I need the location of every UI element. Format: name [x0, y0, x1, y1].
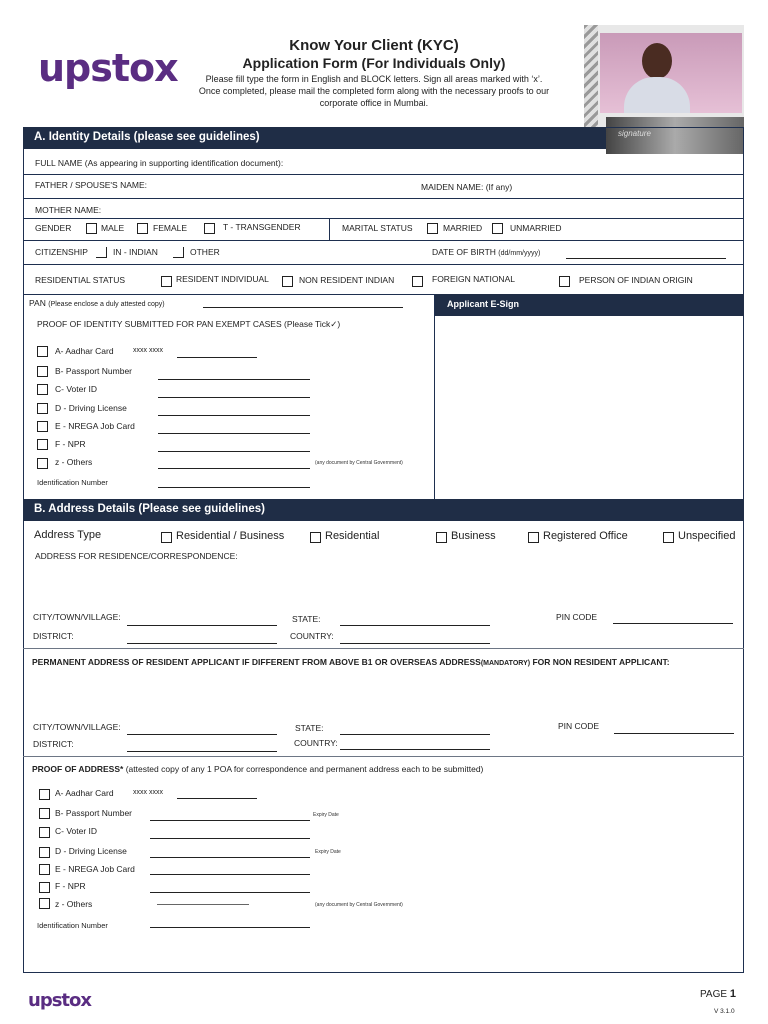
state-input[interactable]: [340, 625, 490, 626]
marital-unmarried-checkbox[interactable]: [492, 223, 503, 234]
id-proof-driving-label: D - Driving License: [55, 403, 127, 413]
permanent-address-label: PERMANENT ADDRESS OF RESIDENT APPLICANT IF DIFFERENT FROM ABOVE B1 OR OVERSEAS ADDRESS(MANDATORY) FOR NON RESIDENT APPLICANT:: [32, 657, 670, 667]
marital-married-label: MARRIED: [443, 223, 483, 233]
proof-identity-label: PROOF OF IDENTITY SUBMITTED FOR PAN EXEMPT CASES (Please Tick✓): [37, 319, 341, 329]
father-name-label: FATHER / SPOUSE'S NAME:: [35, 180, 147, 190]
id-proof-passport-input[interactable]: [158, 379, 310, 380]
dob-input[interactable]: [566, 258, 726, 259]
row-divider: [23, 218, 744, 219]
non-resident-indian-label: NON RESIDENT INDIAN: [299, 275, 395, 285]
city-input[interactable]: [127, 625, 277, 626]
id-proof-aadhar-input[interactable]: [177, 357, 257, 358]
id-proof-others-checkbox[interactable]: [37, 458, 48, 469]
row-divider: [23, 756, 744, 757]
marital-married-checkbox[interactable]: [427, 223, 438, 234]
address-type-residential-checkbox[interactable]: [310, 532, 321, 543]
address-proof-npr-input[interactable]: [150, 892, 310, 893]
form-subtitle: Application Form (For Individuals Only): [242, 55, 506, 71]
id-proof-driving-input[interactable]: [158, 415, 310, 416]
resident-individual-label: RESIDENT INDIVIDUAL: [176, 274, 269, 284]
marital-status-label: MARITAL STATUS: [342, 223, 413, 233]
country-label: COUNTRY:: [290, 631, 334, 641]
row-divider: [23, 648, 744, 649]
address-proof-others-note: (any document by Central Government): [315, 902, 403, 908]
permanent-state-label: STATE:: [295, 723, 324, 733]
address-proof-driving-input[interactable]: [150, 857, 310, 858]
id-proof-passport-label: B- Passport Number: [55, 366, 132, 376]
gender-transgender-checkbox[interactable]: [204, 223, 215, 234]
gender-transgender-label: T - TRANSGENDER: [223, 222, 301, 232]
proof-of-address-label: PROOF OF ADDRESS* (attested copy of any 1 POA for correspondence and permanent address each to be submitted): [32, 764, 484, 774]
address-proof-npr-checkbox[interactable]: [39, 882, 50, 893]
id-proof-voter-checkbox[interactable]: [37, 384, 48, 395]
id-number-label: Identification Number: [37, 478, 108, 487]
id-proof-npr-input[interactable]: [158, 451, 310, 452]
maiden-name-label: MAIDEN NAME: (If any): [421, 182, 513, 192]
resident-individual-checkbox[interactable]: [161, 276, 172, 287]
address-proof-others-input[interactable]: [157, 904, 249, 905]
id-proof-others-label: z - Others: [55, 457, 93, 467]
foreign-national-label: FOREIGN NATIONAL: [432, 274, 515, 284]
address-proof-nrega-label: E - NREGA Job Card: [55, 864, 135, 874]
permanent-city-label: CITY/TOWN/VILLAGE:: [33, 722, 121, 732]
id-proof-nrega-input[interactable]: [158, 433, 310, 434]
city-label: CITY/TOWN/VILLAGE:: [33, 612, 121, 622]
id-proof-others-note: (any document by Central Government): [315, 460, 403, 466]
id-proof-aadhar-label: A- Aadhar Card: [55, 346, 114, 356]
address-type-registered-office-label: Registered Office: [543, 530, 628, 542]
id-proof-passport-checkbox[interactable]: [37, 366, 48, 377]
country-input[interactable]: [340, 643, 490, 644]
gender-female-checkbox[interactable]: [137, 223, 148, 234]
address-proof-npr-label: F - NPR: [55, 881, 86, 891]
section-b-title: B. Address Details (Please see guidelines): [34, 503, 265, 515]
permanent-district-input[interactable]: [127, 751, 277, 752]
id-proof-aadhar-value: xxxx xxxx: [133, 347, 163, 354]
address-proof-aadhar-checkbox[interactable]: [39, 789, 50, 800]
citizenship-other-checkbox[interactable]: [173, 247, 184, 258]
address-id-number-input[interactable]: [150, 927, 310, 928]
id-proof-nrega-checkbox[interactable]: [37, 421, 48, 432]
marital-unmarried-label: UNMARRIED: [510, 223, 562, 233]
row-divider: [23, 198, 744, 199]
address-type-business-checkbox[interactable]: [436, 532, 447, 543]
esign-title: Applicant E-Sign: [447, 299, 519, 309]
id-proof-aadhar-checkbox[interactable]: [37, 346, 48, 357]
dob-label: DATE OF BIRTH (dd/mm/yyyy): [432, 247, 541, 257]
district-label: DISTRICT:: [33, 631, 74, 641]
address-proof-voter-checkbox[interactable]: [39, 827, 50, 838]
section-a-title: A. Identity Details (please see guidelines): [34, 131, 260, 143]
row-divider: [23, 240, 744, 241]
permanent-state-input[interactable]: [340, 734, 490, 735]
photo-strip: [584, 25, 598, 127]
non-resident-indian-checkbox[interactable]: [282, 276, 293, 287]
form-instructions: Please fill type the form in English and BLOCK letters. Sign all areas marked with ‘x’. Once completed, please mail the completed form along with the necessary proofs to our corporate office in Mumbai.: [198, 74, 550, 108]
state-label: STATE:: [292, 614, 321, 624]
esign-header: [435, 294, 744, 316]
address-proof-passport-checkbox[interactable]: [39, 808, 50, 819]
address-proof-aadhar-input[interactable]: [177, 798, 257, 799]
citizenship-indian-label: IN - INDIAN: [113, 247, 158, 257]
passport-expiry-label: Expiry Date: [313, 812, 339, 818]
address-type-label: Address Type: [34, 529, 102, 541]
esign-area[interactable]: [436, 317, 743, 499]
section-b-header: [23, 499, 744, 521]
address-type-unspecified-checkbox[interactable]: [663, 532, 674, 543]
address-proof-aadhar-label: A- Aadhar Card: [55, 788, 114, 798]
address-proof-others-checkbox[interactable]: [39, 898, 50, 909]
applicant-photo: [600, 33, 742, 113]
gender-label: GENDER: [35, 223, 72, 233]
applicant-signature: signature: [606, 117, 744, 154]
row-divider: [23, 264, 744, 265]
pin-code-label: PIN CODE: [556, 612, 598, 622]
gender-female-label: FEMALE: [153, 223, 188, 233]
address-proof-nrega-input[interactable]: [150, 874, 310, 875]
permanent-country-label: COUNTRY:: [294, 738, 338, 748]
id-proof-nrega-label: E - NREGA Job Card: [55, 421, 135, 431]
person-indian-origin-label: PERSON OF INDIAN ORIGIN: [579, 275, 693, 285]
permanent-pin-code-label: PIN CODE: [558, 721, 600, 731]
id-proof-npr-checkbox[interactable]: [37, 439, 48, 450]
person-indian-origin-checkbox[interactable]: [559, 276, 570, 287]
residential-status-label: RESIDENTIAL STATUS: [35, 275, 126, 285]
row-divider: [23, 174, 744, 175]
address-proof-driving-checkbox[interactable]: [39, 847, 50, 858]
id-number-input[interactable]: [158, 487, 310, 488]
permanent-pin-code-input[interactable]: [614, 733, 734, 734]
id-proof-driving-checkbox[interactable]: [37, 403, 48, 414]
address-proof-others-label: z - Others: [55, 899, 93, 909]
esign-divider: [434, 294, 435, 499]
citizenship-label: CITIZENSHIP: [35, 247, 88, 257]
mother-name-label: MOTHER NAME:: [35, 205, 102, 215]
footer-upstox-logo: upstox: [28, 990, 91, 1011]
upstox-logo: upstox: [38, 46, 178, 90]
pin-code-input[interactable]: [613, 623, 733, 624]
address-proof-driving-label: D - Driving License: [55, 846, 127, 856]
gender-divider: [329, 218, 330, 240]
address-proof-voter-input[interactable]: [150, 838, 310, 839]
pan-label: PAN (Please enclose a duly attested copy): [29, 298, 165, 308]
citizenship-other-label: OTHER: [190, 247, 220, 257]
address-type-unspecified-label: Unspecified: [678, 530, 736, 542]
address-type-registered-office-checkbox[interactable]: [528, 532, 539, 543]
address-type-residential-business-label: Residential / Business: [176, 530, 285, 542]
driving-expiry-label: Expiry Date: [315, 849, 341, 855]
address-proof-voter-label: C- Voter ID: [55, 826, 98, 836]
address-type-business-label: Business: [451, 530, 496, 542]
id-proof-voter-label: C- Voter ID: [55, 384, 98, 394]
section-a-header: [23, 127, 606, 149]
version-label: V 3.1.0: [714, 1008, 735, 1015]
form-title: Know Your Client (KYC): [289, 37, 459, 54]
address-type-residential-business-checkbox[interactable]: [161, 532, 172, 543]
correspondence-address-label: ADDRESS FOR RESIDENCE/CORRESPONDENCE:: [35, 551, 238, 561]
address-proof-passport-input[interactable]: [150, 820, 310, 821]
address-proof-nrega-checkbox[interactable]: [39, 864, 50, 875]
full-name-label: FULL NAME (As appearing in supporting identification document):: [35, 158, 284, 168]
address-proof-aadhar-value: xxxx xxxx: [133, 789, 163, 796]
page-indicator: PAGE 1: [700, 988, 736, 1000]
permanent-city-input[interactable]: [127, 734, 277, 735]
id-proof-others-input[interactable]: [158, 468, 310, 469]
gender-male-label: MALE: [101, 223, 125, 233]
district-input[interactable]: [127, 643, 277, 644]
address-proof-passport-label: B- Passport Number: [55, 808, 132, 818]
foreign-national-checkbox[interactable]: [412, 276, 423, 287]
citizenship-indian-checkbox[interactable]: [96, 247, 107, 258]
address-id-number-label: Identification Number: [37, 921, 108, 930]
address-type-residential-label: Residential: [325, 530, 380, 542]
id-proof-npr-label: F - NPR: [55, 439, 86, 449]
pan-input[interactable]: [203, 307, 403, 308]
gender-male-checkbox[interactable]: [86, 223, 97, 234]
permanent-district-label: DISTRICT:: [33, 739, 74, 749]
permanent-country-input[interactable]: [340, 749, 490, 750]
id-proof-voter-input[interactable]: [158, 397, 310, 398]
